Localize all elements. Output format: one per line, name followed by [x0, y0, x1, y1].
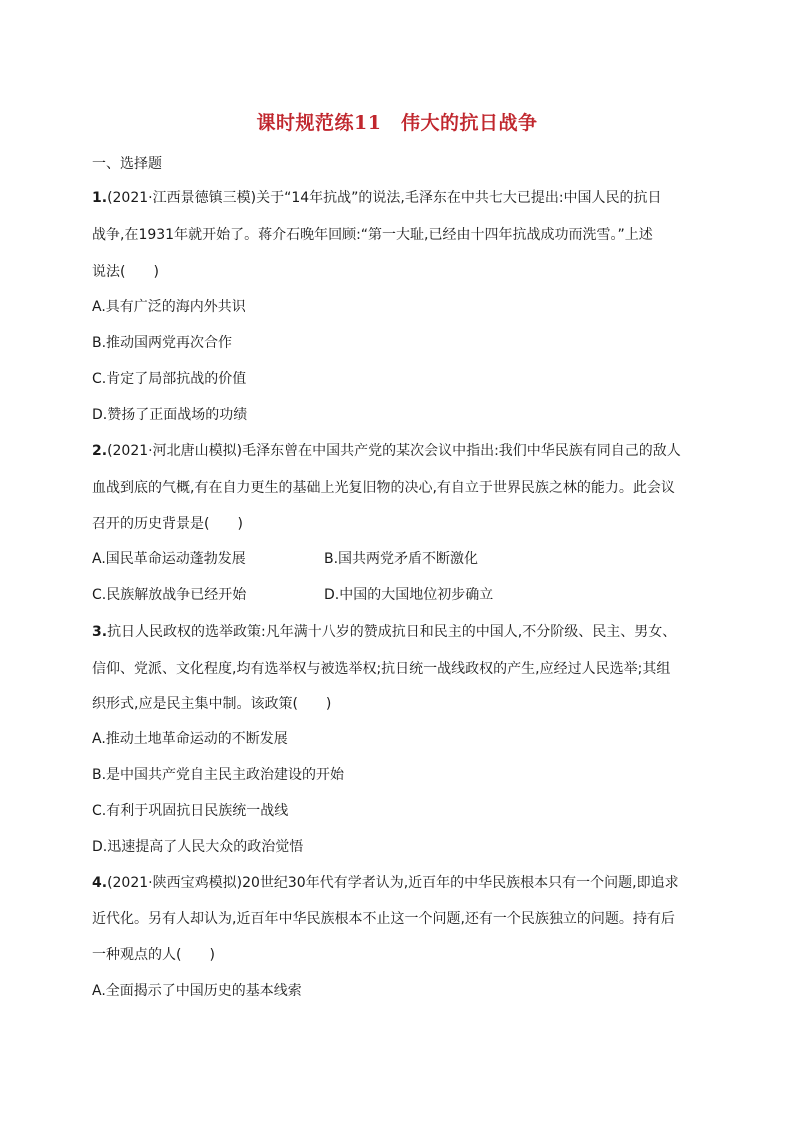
question-1-line-1: 1.(2021·江西景德镇三模)关于“14年抗战”的说法,毛泽东在中共七大已提出:中国人民的抗日	[92, 190, 662, 206]
question-2-options-row-1	[92, 549, 712, 569]
question-4-line-3: 一种观点的人( )	[92, 947, 215, 963]
question-2-line-3: 召开的历史背景是( )	[92, 516, 243, 532]
question-3-line-2: 信仰、党派、文化程度,均有选举权与被选举权;抗日统一战线政权的产生,应经过人民选举;其组	[92, 661, 671, 677]
question-4-option-a: A.全面揭示了中国历史的基本线索	[92, 983, 302, 999]
question-2-option-b: B.国共两党矛盾不断激化	[324, 551, 479, 567]
question-2-option-c: C.民族解放战争已经开始	[92, 587, 247, 603]
question-2-options-row-2	[92, 585, 712, 605]
question-2-number: 2.	[92, 443, 108, 459]
question-1-number: 1.	[92, 190, 108, 206]
question-3-line-3: 织形式,应是民主集中制。该政策( )	[92, 696, 332, 712]
question-1-option-c: C.肯定了局部抗战的价值	[92, 371, 247, 387]
question-2-line-2: 血战到底的气概,有在自力更生的基础上光复旧物的决心,有自立于世界民族之林的能力。此会议	[92, 480, 675, 496]
question-4-line-2: 近代化。另有人却认为,近百年中华民族根本不止这一个问题,还有一个民族独立的问题。持有后	[92, 911, 675, 927]
question-3-option-c: C.有利于巩固抗日民族统一战线	[92, 803, 289, 819]
question-4-number: 4.	[92, 875, 108, 891]
question-3-option-a: A.推动土地革命运动的不断发展	[92, 731, 288, 747]
question-2-option-a: A.国民革命运动蓬勃发展	[92, 551, 246, 567]
question-2-option-d: D.中国的大国地位初步确立	[324, 587, 494, 603]
page-title: 课时规范练11 伟大的抗日战争	[256, 112, 538, 134]
question-1-option-a: A.具有广泛的海内外共识	[92, 299, 246, 315]
question-3-line-1: 3.抗日人民政权的选举政策:凡年满十八岁的赞成抗日和民主的中国人,不分阶级、民主、男女、	[92, 624, 677, 640]
question-1-line-2: 战争,在1931年就开始了。蒋介石晚年回顾:“第一大耻,已经由十四年抗战成功而洗雪。”上述	[92, 227, 653, 243]
question-1-option-b: B.推动国两党再次合作	[92, 335, 233, 351]
question-3-option-b: B.是中国共产党自主民主政治建设的开始	[92, 767, 345, 783]
question-2-line-1: 2.(2021·河北唐山模拟)毛泽东曾在中国共产党的某次会议中指出:我们中华民族有同自己的敌人	[92, 443, 681, 459]
question-1-line-3: 说法( )	[92, 264, 159, 280]
section-heading: 一、选择题	[92, 156, 162, 172]
question-4-line-1: 4.(2021·陕西宝鸡模拟)20世纪30年代有学者认为,近百年的中华民族根本只有一个问题,即追求	[92, 875, 679, 891]
question-1-option-d: D.赞扬了正面战场的功绩	[92, 407, 248, 423]
question-3-option-d: D.迅速提高了人民大众的政治觉悟	[92, 839, 304, 855]
question-3-number: 3.	[92, 624, 108, 640]
